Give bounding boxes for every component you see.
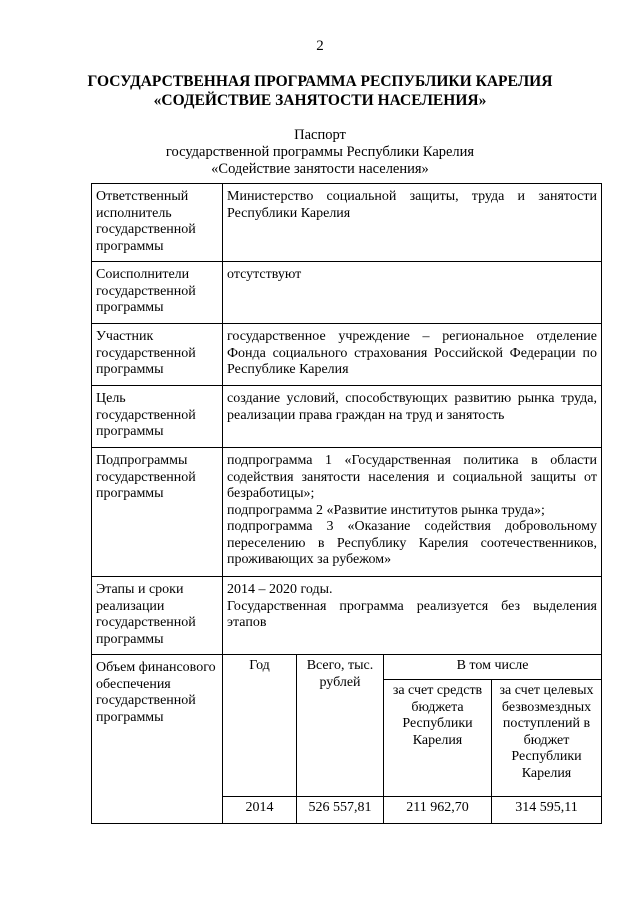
header-year: Год [223,655,297,797]
row-label: Участник государственной программы [92,324,223,386]
page-number: 2 [316,38,324,54]
finance-total: 526 557,81 [297,797,384,824]
header-budget: за счет средств бюджета Республики Карелия [384,680,492,797]
finance-budget: 211 962,70 [384,797,492,824]
table-row-executor [92,184,602,262]
finance-table-cell [223,655,602,824]
row-value: государственное учреждение – региональное отделение Фонда социального страхования Российской Федерации по Республике Карелия [223,324,602,386]
passport-heading-line-1: Паспорт [294,127,346,143]
document-title-line-2: «СОДЕЙСТВИЕ ЗАНЯТОСТИ НАСЕЛЕНИЯ» [153,92,487,109]
subprogram-2: подпрограмма 2 «Развитие институтов рынка труда»; [227,502,545,518]
finance-year: 2014 [223,797,297,824]
row-label: Этапы и сроки реализации государственной программы [92,577,223,655]
document-title [40,72,600,110]
header-grants: за счет целевых безвозмездных поступлений в бюджет Республики Карелия [492,680,602,797]
table-row-participant [92,324,602,386]
table-row [223,797,601,824]
row-label: Соисполнители государственной программы [92,262,223,324]
table-row-stages [92,577,602,655]
row-value: отсутствуют [223,262,602,324]
table-row-subprograms [92,448,602,577]
passport-heading-line-3: «Содействие занятости населения» [211,161,429,177]
stages-period: 2014 – 2020 годы. [227,582,333,597]
subprogram-1: подпрограмма 1 «Государственная политика в области содействия занятости населения и социальной защиты от безработицы»; [227,453,597,501]
row-value: создание условий, способствующих развитию рынка труда, реализации права граждан на труд и занятость [223,386,602,448]
row-value: Министерство социальной защиты, труда и занятости Республики Карелия [223,184,602,262]
passport-table [91,183,602,824]
table-row-coexecutors [92,262,602,324]
subprogram-3: подпрограмма 3 «Оказание содействия добровольному переселению в Республику Карелия соотечественников, проживающих за рубежом» [227,519,597,567]
finance-header-row [223,655,601,680]
row-label: Цель государственной программы [92,386,223,448]
passport-heading [40,127,600,178]
header-total: Всего, тыс. рублей [297,655,384,797]
passport-heading-line-2: государственной программы Республики Карелия [165,144,475,160]
row-value [223,577,602,655]
document-title-line-1: ГОСУДАРСТВЕННАЯ ПРОГРАММА РЕСПУБЛИКИ КАРЕЛИЯ [87,73,553,90]
row-label: Подпрограммы государственной программы [92,448,223,577]
row-label: Объем финансового обеспечения государственной программы [92,655,223,824]
finance-grants: 314 595,11 [492,797,602,824]
table-row-finance [92,655,602,824]
table-row-goal [92,386,602,448]
finance-table [223,655,601,823]
header-including: В том числе [384,655,602,680]
stages-note: Государственная программа реализуется без выделения этапов [227,598,597,630]
row-label: Ответственный исполнитель государственной программы [92,184,223,262]
row-value [223,448,602,577]
